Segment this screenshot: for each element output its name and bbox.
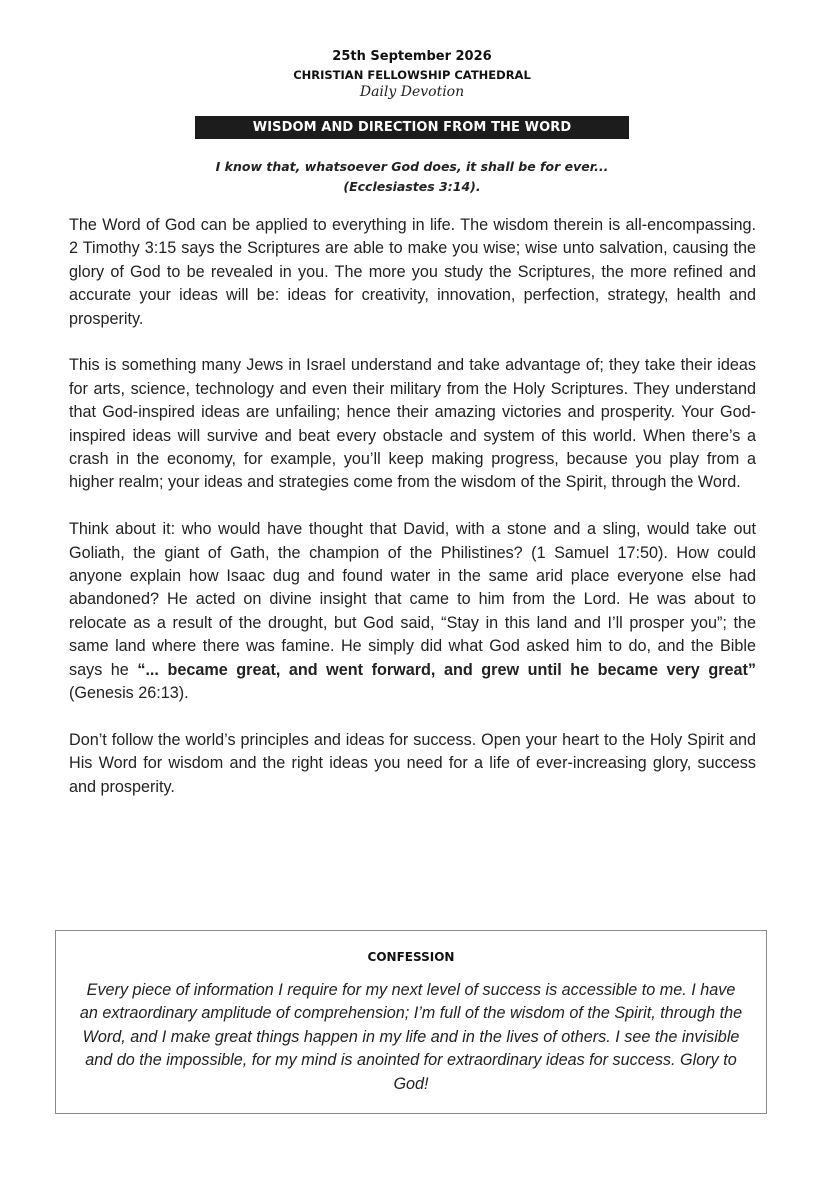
paragraph-text: Think about it: who would have thought that David, with a stone and a sling, would take out Goliath, the giant of Gath, the champion of the Philistines? (1 Samuel 17:50). How could anyone explain how Isaac dug and found water in the same arid place everyone else had abandoned? He acted on divine insight that came to him from the Lord. He was about to relocate as a result of the drought, but God said, “Stay in this land and I’ll prosper you”; the same land where there was famine. He simply did what God asked him to do, and the Bible says he — [69, 520, 756, 679]
paragraph-text: (Genesis 26:13). — [69, 684, 189, 703]
devotion-date: 25th September 2026 — [332, 49, 492, 64]
confession-title: CONFESSION — [367, 950, 455, 964]
key-verse — [0, 157, 824, 197]
scripture-quote: “... became great, and went forward, and grew until he became very great” — [137, 660, 756, 679]
verse-reference: (Ecclesiastes 3:14). — [343, 179, 481, 194]
devotion-body — [69, 214, 756, 799]
body-paragraph: Don’t follow the world’s principles and ideas for success. Open your heart to the Holy Spirit and His Word for wisdom and the right ideas you need for a life of ever-increasing glory, success and prosperity. — [69, 730, 756, 796]
church-name: CHRISTIAN FELLOWSHIP CATHEDRAL — [293, 68, 531, 82]
page-header — [0, 48, 824, 101]
confession-box — [55, 930, 767, 1114]
body-paragraph: This is something many Jews in Israel understand and take advantage of; they take their ideas for arts, science, technology and even their military from the Holy Scriptures. They understand that God-inspired ideas are unfailing; hence their amazing victories and prosperity. Your God-inspired ideas will survive and beat every obstacle and system of this world. When there’s a crash in the economy, for example, you’ll keep making progress, because you play from a higher realm; your ideas and strategies come from the wisdom of the Spirit, through the Word. — [69, 356, 756, 492]
confession-text: Every piece of information I require for my next level of success is accessible to me. I have an extraordinary amplitude of comprehension; I’m full of the wisdom of the Spirit, through the Word, and I make great things happen in my life and in the lives of others. I see the invisible and do the impossible, for my mind is anointed for extraordinary ideas for success. Glory to God! — [79, 981, 743, 1093]
devotion-title: WISDOM AND DIRECTION FROM THE WORD — [195, 116, 629, 139]
body-paragraph — [69, 518, 756, 705]
devotion-subtitle: Daily Devotion — [359, 84, 465, 100]
body-paragraph: The Word of God can be applied to everything in life. The wisdom therein is all-encompassing. 2 Timothy 3:15 says the Scriptures are able to make you wise; wise unto salvation, causing the glory of God to be revealed in you. The more you study the Scriptures, the more refined and accurate your ideas will be: ideas for creativity, innovation, perfection, strategy, health and prosperity. — [69, 216, 756, 328]
verse-text: I know that, whatsoever God does, it shall be for ever... — [215, 159, 609, 174]
